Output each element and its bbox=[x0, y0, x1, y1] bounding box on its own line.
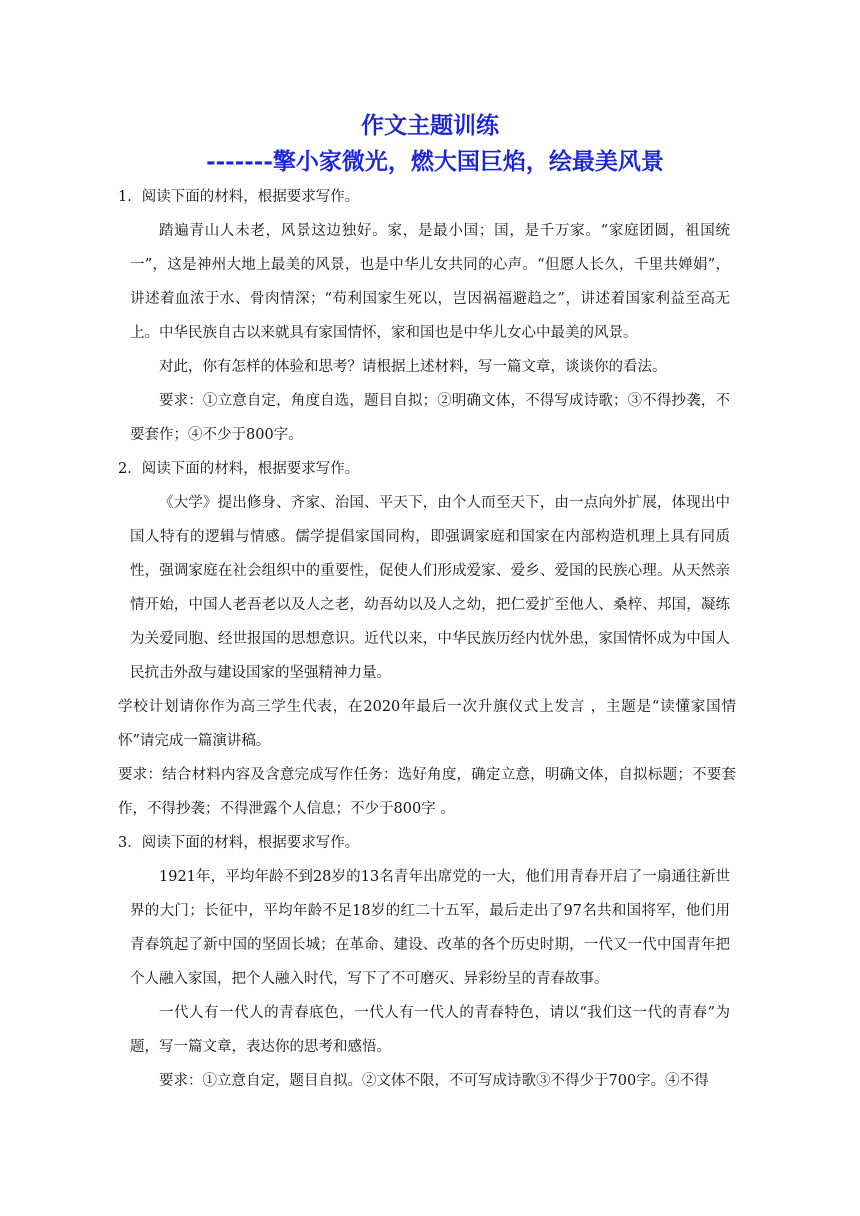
question-1-requirements: 要求：①立意自定，角度自选，题目自拟；②明确文体，不得写成诗歌；③不得抄袭，不要套作；④不少于800字。 bbox=[130, 393, 730, 443]
question-1-material: 踏遍青山人未老，风景这边独好。家，是最小国；国，是千万家。“家庭团圆，祖国统一”，这是神州大地上最美的风景，也是中华儿女共同的心声。“但愿人长久，千里共婵娟”，讲述着血浓于水、骨肉情深；“苟利国家生死以，岂因祸福避趋之”，讲述着国家利益至高无上。中华民族自古以来就具有家国情怀，家和国也是中华儿女心中最美的风景。 bbox=[130, 223, 730, 341]
question-2-task: 学校计划请你作为高三学生代表，在2020年最后一次升旗仪式上发言 ，主题是“读懂家国情怀”请完成一篇演讲稿。 bbox=[118, 699, 736, 749]
question-3-prompt: 一代人有一代人的青春底色，一代人有一代人的青春特色，请以“我们这一代的青春”为题，写一篇文章，表达你的思考和感悟。 bbox=[130, 1005, 730, 1055]
question-3-requirements: 要求：①立意自定，题目自拟。②文体不限，不可写成诗歌③不得少于700字。④不得 bbox=[159, 1073, 709, 1089]
question-3 bbox=[118, 826, 730, 1098]
question-3-material: 1921年，平均年龄不到28岁的13名青年出席党的一大，他们用青春开启了一扇通往新世界的大门；长征中，平均年龄不足18岁的红二十五军，最后走出了97名共和国将军，他们用青春筑起了新中国的坚固长城；在革命、建设、改革的各个历史时期，一代又一代中国青年把个人融入家国，把个人融入时代，写下了不可磨灭、异彩纷呈的青春故事。 bbox=[130, 869, 730, 987]
question-2 bbox=[118, 452, 736, 826]
question-1-prompt: 对此，你有怎样的体验和思考？请根据上述材料，写一篇文章，谈谈你的看法。 bbox=[159, 359, 667, 375]
document-subtitle: -------擎小家微光，燃大国巨焰，绘最美风景 bbox=[206, 148, 664, 175]
document-page bbox=[118, 110, 736, 1098]
question-2-heading: 2．阅读下面的材料，根据要求写作。 bbox=[118, 461, 360, 477]
question-2-requirements: 要求：结合材料内容及含意完成写作任务：选好角度，确定立意，明确文体，自拟标题；不要套作，不得抄袭；不得泄露个人信息；不少于800字 。 bbox=[118, 767, 736, 817]
question-3-heading: 3．阅读下面的材料，根据要求写作。 bbox=[118, 835, 360, 851]
question-1 bbox=[118, 180, 730, 452]
question-1-heading: 1．阅读下面的材料，根据要求写作。 bbox=[118, 189, 360, 205]
document-title: 作文主题训练 bbox=[361, 112, 499, 139]
question-2-material: 《大学》提出修身、齐家、治国、平天下，由个人而至天下，由一点向外扩展，体现出中国人特有的逻辑与情感。儒学提倡家国同构，即强调家庭和国家在内部构造机理上具有同质性，强调家庭在社会组织中的重要性，促使人们形成爱家、爱乡、爱国的民族心理。从天然亲情开始，中国人老吾老以及人之老，幼吾幼以及人之幼，把仁爱扩至他人、桑梓、邦国，凝练为关爱同胞、经世报国的思想意识。近代以来，中华民族历经内忧外患，家国情怀成为中国人民抗击外敌与建设国家的坚强精神力量。 bbox=[130, 495, 730, 681]
